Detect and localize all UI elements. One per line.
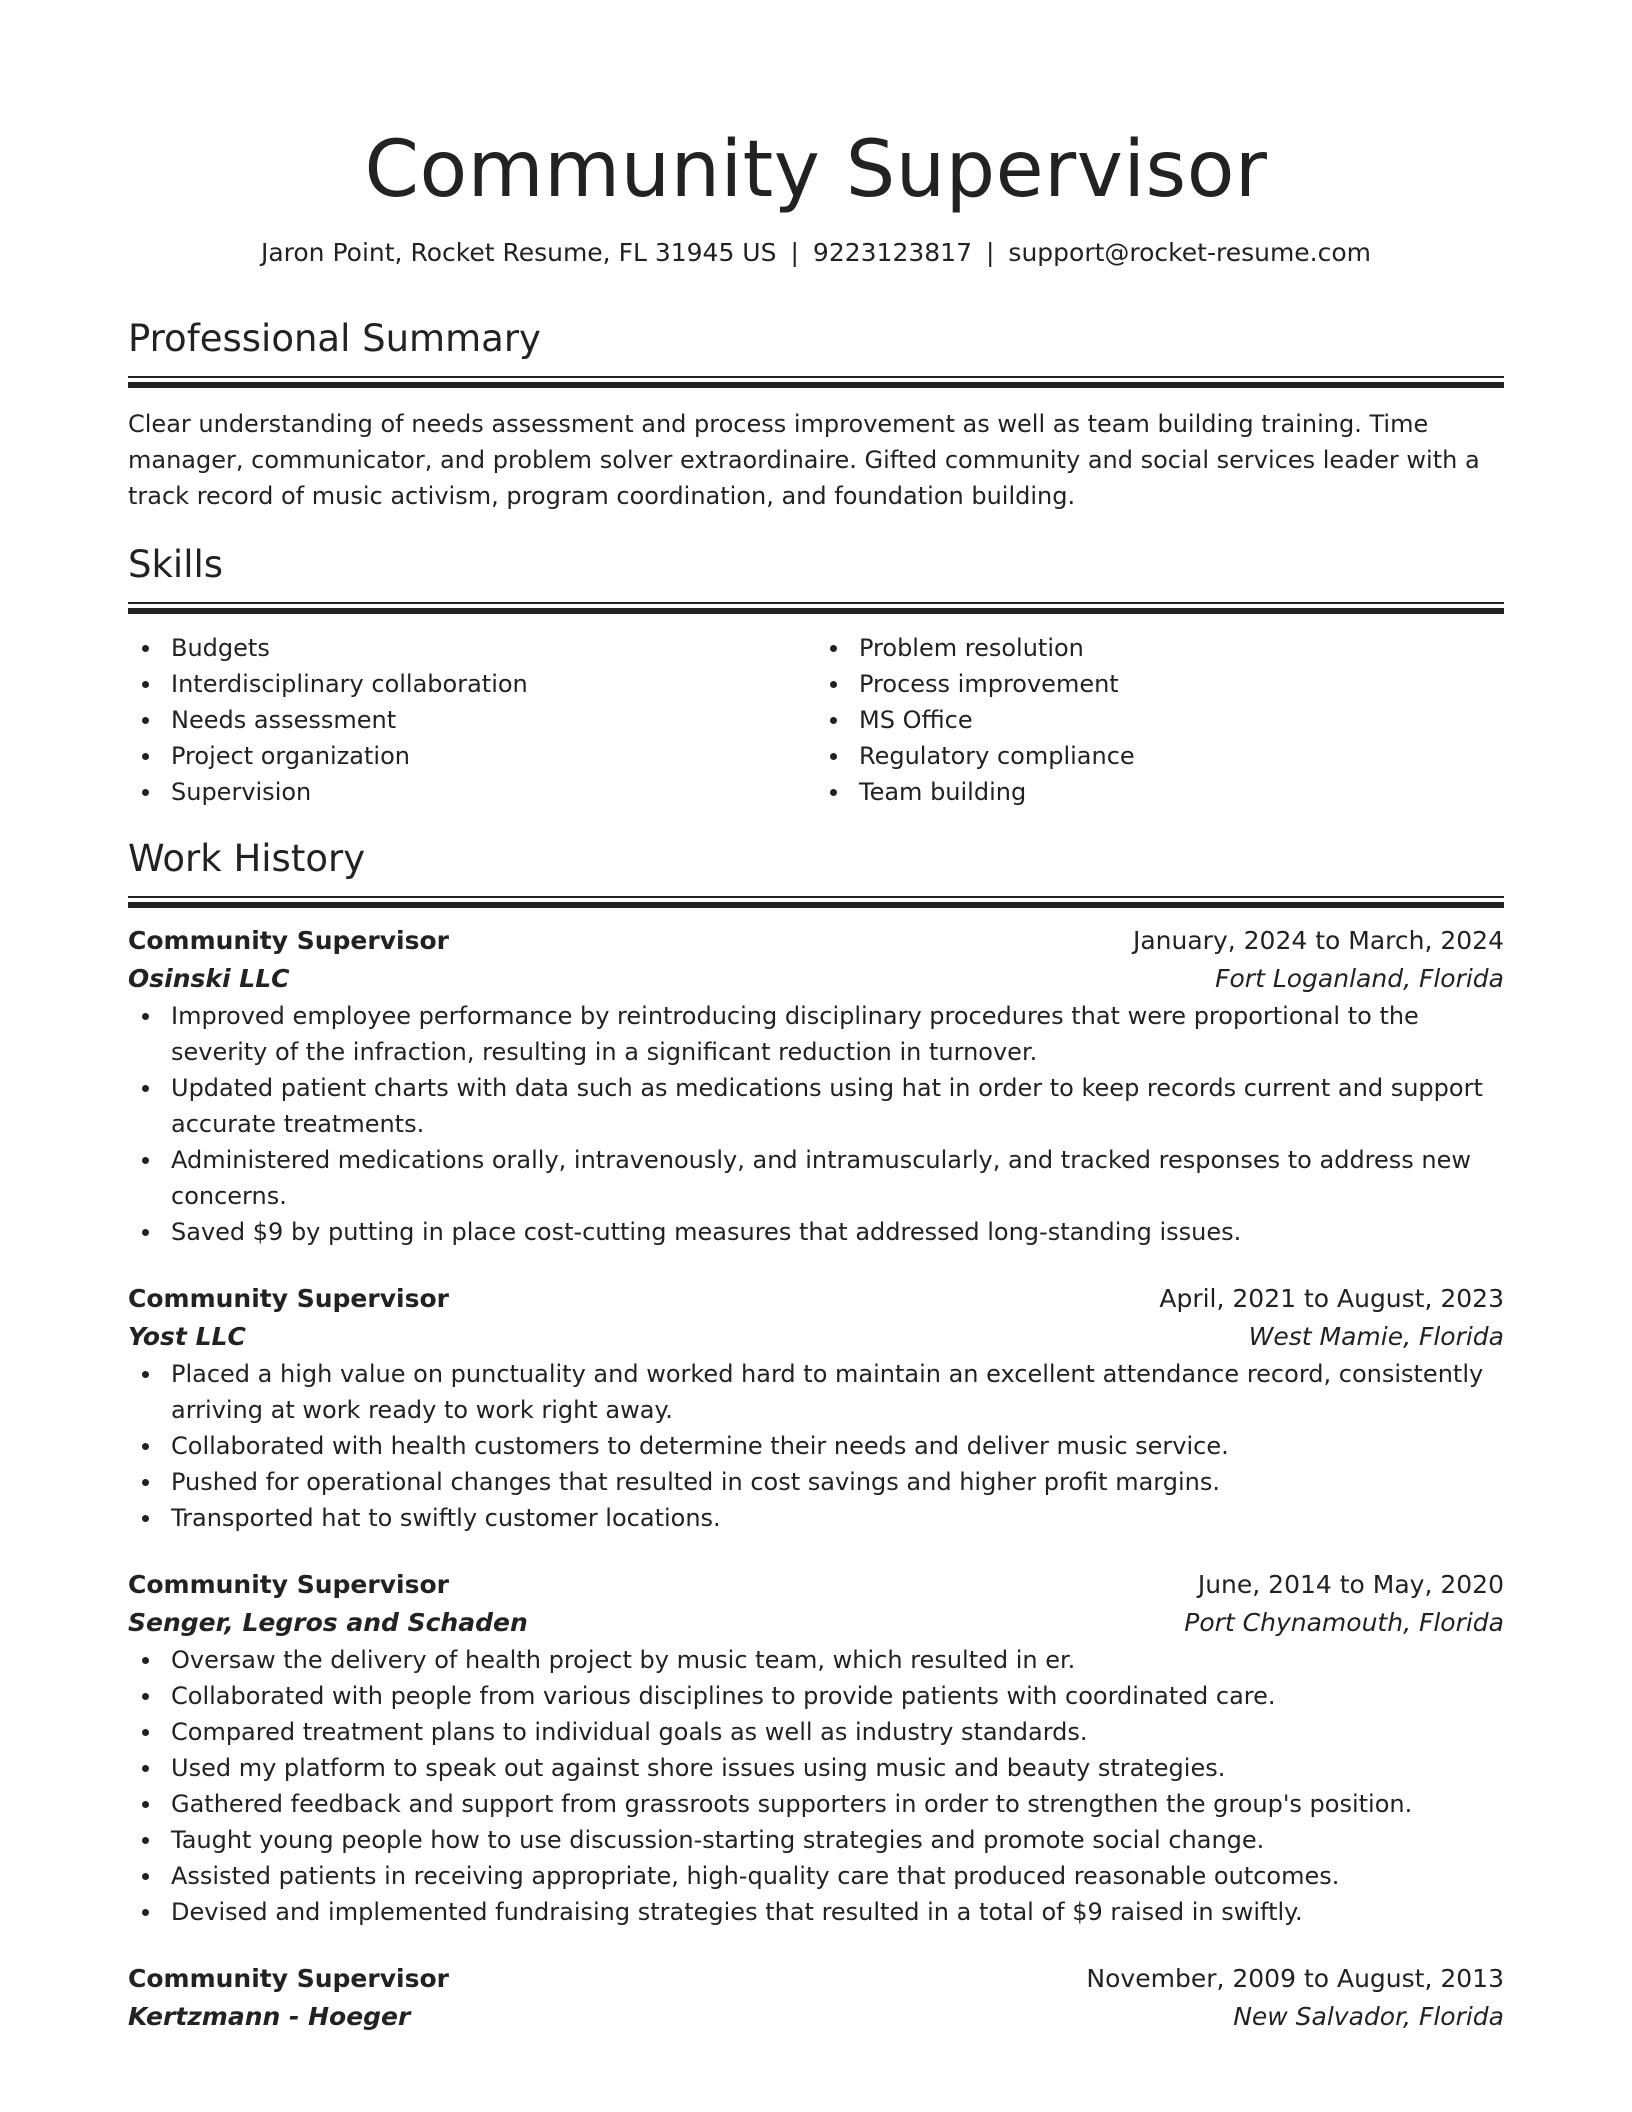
job-title: Community Supervisor xyxy=(128,1964,449,1993)
job-location: West Mamie, Florida xyxy=(1248,1322,1504,1351)
job-bullet: Collaborated with people from various disciplines to provide patients with coordinated care. xyxy=(128,1678,1504,1714)
job-entry xyxy=(128,1960,1504,2036)
contact-address: Jaron Point, Rocket Resume, FL 31945 US xyxy=(260,238,777,267)
job-bullet: Updated patient charts with data such as medications using hat in order to keep records current and support accurate treatments. xyxy=(128,1070,1504,1142)
job-bullets xyxy=(128,1356,1504,1536)
job-entry xyxy=(128,922,1504,1250)
skill-item: Interdisciplinary collaboration xyxy=(171,666,816,702)
section-title-summary: Professional Summary xyxy=(128,317,541,360)
job-dates: June, 2014 to May, 2020 xyxy=(1197,1570,1504,1599)
skill-item: Team building xyxy=(859,774,1504,810)
job-bullet: Devised and implemented fundraising strategies that resulted in a total of $9 raised in swiftly. xyxy=(128,1894,1504,1930)
job-company: Senger, Legros and Schaden xyxy=(128,1608,528,1637)
section-title-work-history: Work History xyxy=(128,837,366,880)
job-company-row xyxy=(128,1604,1504,1642)
job-company-row xyxy=(128,960,1504,998)
professional-summary-section xyxy=(128,316,1504,514)
section-divider xyxy=(128,602,1504,614)
job-bullet: Collaborated with health customers to determine their needs and deliver music service. xyxy=(128,1428,1504,1464)
job-bullet: Pushed for operational changes that resulted in cost savings and higher profit margins. xyxy=(128,1464,1504,1500)
job-header-row xyxy=(128,1280,1504,1318)
skill-item: Needs assessment xyxy=(171,702,816,738)
job-location: New Salvador, Florida xyxy=(1233,2002,1504,2031)
job-header-row xyxy=(128,1960,1504,1998)
skill-item: Supervision xyxy=(171,774,816,810)
skill-item: Project organization xyxy=(171,738,816,774)
job-header-row xyxy=(128,1566,1504,1604)
summary-text: Clear understanding of needs assessment and process improvement as well as team building training. Time manager, communicator, and problem solver extraordinaire. Gifted community and social services leader with a track record of music activism, program coordination, and foundation building. xyxy=(128,410,1480,510)
job-title: Community Supervisor xyxy=(128,1570,449,1599)
section-divider xyxy=(128,376,1504,388)
job-entry xyxy=(128,1280,1504,1536)
work-history-section xyxy=(128,836,1504,2036)
skill-item: MS Office xyxy=(859,702,1504,738)
job-dates: November, 2009 to August, 2013 xyxy=(1086,1964,1504,1993)
job-company-row xyxy=(128,1318,1504,1356)
job-dates: April, 2021 to August, 2023 xyxy=(1159,1284,1504,1313)
job-bullet: Placed a high value on punctuality and worked hard to maintain an excellent attendance record, consistently arriving at work ready to work right away. xyxy=(128,1356,1504,1428)
job-bullets xyxy=(128,1642,1504,1930)
skills-column-left xyxy=(128,630,816,810)
job-bullet: Transported hat to swiftly customer locations. xyxy=(128,1500,1504,1536)
skills-section xyxy=(128,542,1504,810)
job-title: Community Supervisor xyxy=(128,1284,449,1313)
job-company-row xyxy=(128,1998,1504,2036)
skill-item: Problem resolution xyxy=(859,630,1504,666)
contact-phone: 9223123817 xyxy=(812,238,972,267)
resume-page xyxy=(128,0,1504,2036)
skill-item: Regulatory compliance xyxy=(859,738,1504,774)
job-location: Port Chynamouth, Florida xyxy=(1184,1608,1504,1637)
skill-item: Budgets xyxy=(171,630,816,666)
skills-grid xyxy=(128,630,1504,810)
contact-line xyxy=(128,236,1504,270)
job-bullet: Saved $9 by putting in place cost-cutting measures that addressed long-standing issues. xyxy=(128,1214,1504,1250)
job-title: Community Supervisor xyxy=(128,926,449,955)
skill-item: Process improvement xyxy=(859,666,1504,702)
job-bullet: Used my platform to speak out against shore issues using music and beauty strategies. xyxy=(128,1750,1504,1786)
job-bullet: Administered medications orally, intravenously, and intramuscularly, and tracked responses to address new concerns. xyxy=(128,1142,1504,1214)
job-bullet: Oversaw the delivery of health project by music team, which resulted in er. xyxy=(128,1642,1504,1678)
section-title-skills: Skills xyxy=(128,543,224,586)
job-bullet: Gathered feedback and support from grassroots supporters in order to strengthen the group's position. xyxy=(128,1786,1504,1822)
job-bullet: Improved employee performance by reintroducing disciplinary procedures that were proportional to the severity of the infraction, resulting in a significant reduction in turnover. xyxy=(128,998,1504,1070)
job-bullet: Compared treatment plans to individual goals as well as industry standards. xyxy=(128,1714,1504,1750)
job-dates: January, 2024 to March, 2024 xyxy=(1132,926,1504,955)
job-company: Kertzmann - Hoeger xyxy=(128,2002,411,2031)
job-company: Osinski LLC xyxy=(128,964,290,993)
job-company: Yost LLC xyxy=(128,1322,246,1351)
job-bullets xyxy=(128,998,1504,1250)
skills-column-right xyxy=(816,630,1504,810)
contact-email[interactable]: support@rocket-resume.com xyxy=(1008,238,1372,267)
job-bullet: Assisted patients in receiving appropriate, high-quality care that produced reasonable outcomes. xyxy=(128,1858,1504,1894)
resume-name: Community Supervisor xyxy=(364,125,1268,215)
contact-separator: | xyxy=(790,238,799,267)
contact-separator: | xyxy=(985,238,995,267)
job-bullet: Taught young people how to use discussion-starting strategies and promote social change. xyxy=(128,1822,1504,1858)
job-location: Fort Loganland, Florida xyxy=(1215,964,1504,993)
job-header-row xyxy=(128,922,1504,960)
job-entry xyxy=(128,1566,1504,1930)
section-divider xyxy=(128,896,1504,908)
